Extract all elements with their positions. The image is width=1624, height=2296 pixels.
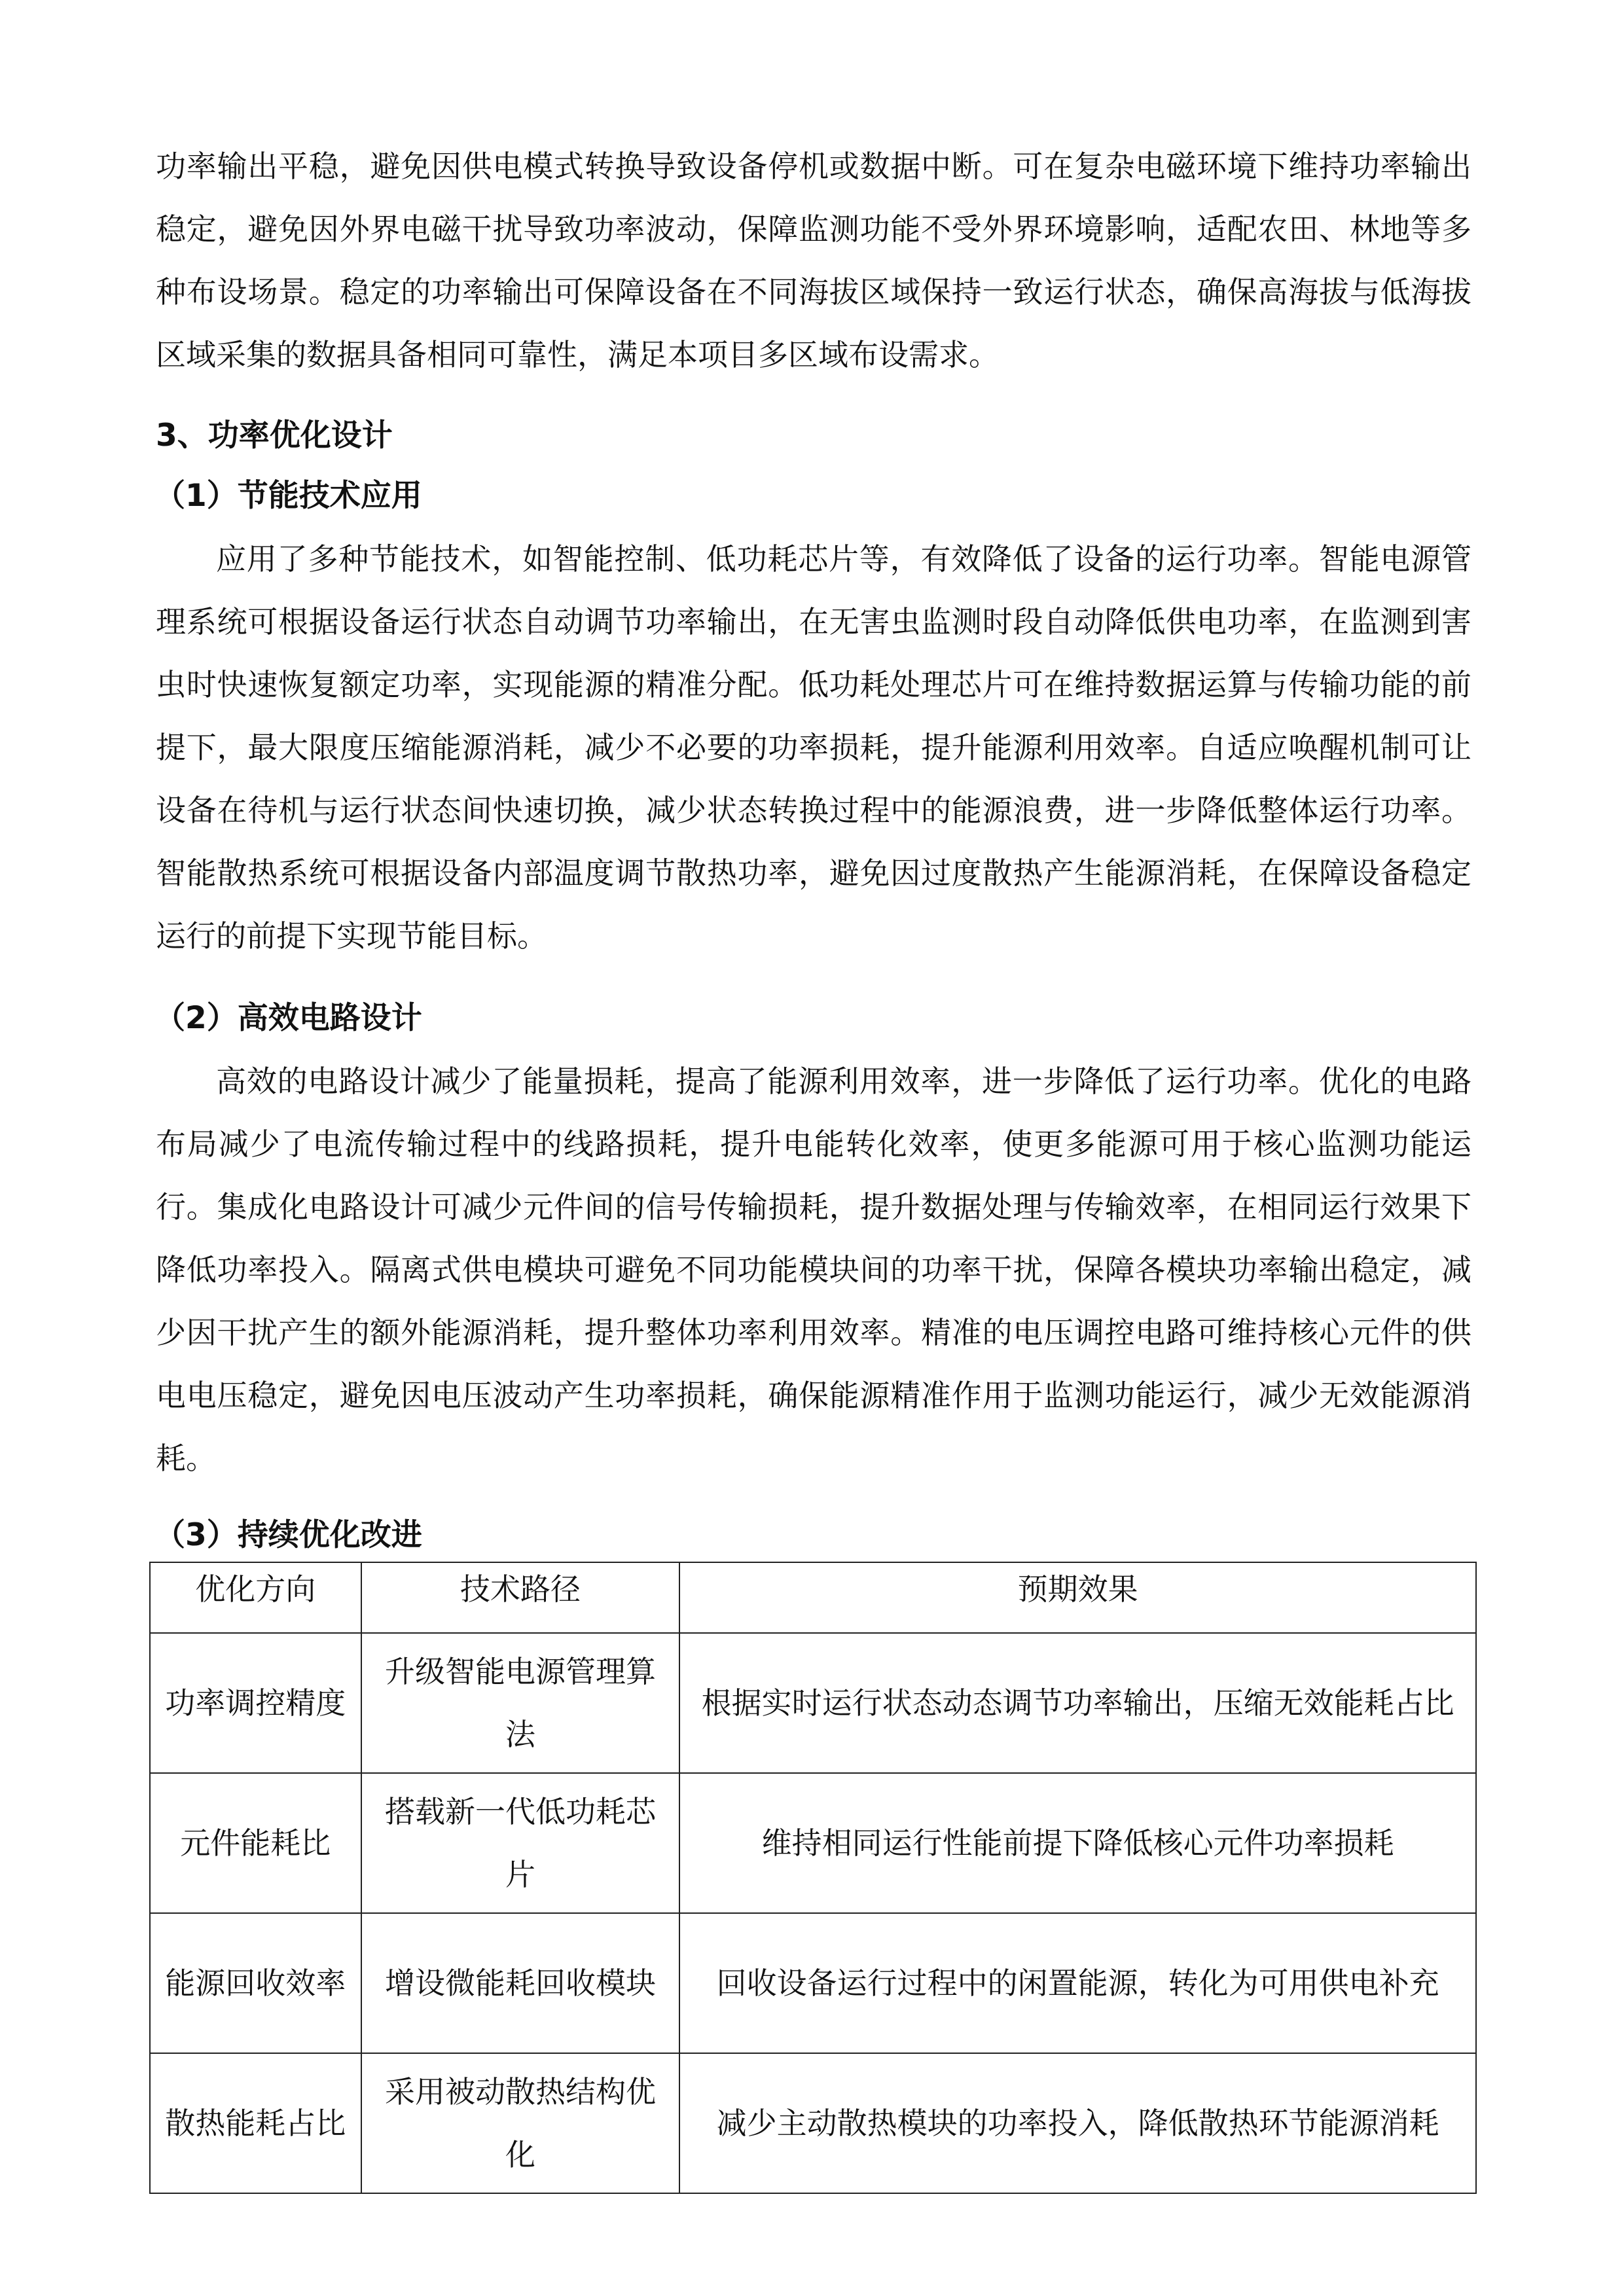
subsection-1-heading: （1）节能技术应用	[154, 478, 422, 514]
table-row	[150, 1913, 1476, 2053]
subsection-2-heading: （2）高效电路设计	[154, 1000, 422, 1036]
table-cell: 根据实时运行状态动态调节功率输出，压缩无效能耗占比	[679, 1633, 1476, 1773]
table-header-cell: 技术路径	[361, 1562, 680, 1633]
table-row	[150, 1773, 1476, 1913]
table-cell: 元件能耗比	[150, 1773, 361, 1913]
table-cell: 采用被动散热结构优化	[361, 2053, 680, 2193]
table-header-cell: 优化方向	[150, 1562, 361, 1633]
table-row	[150, 1633, 1476, 1773]
subsection-2-body: 高效的电路设计减少了能量损耗，提高了能源利用效率，进一步降低了运行功率。优化的电路布局减少了电流传输过程中的线路损耗，提升电能转化效率，使更多能源可用于核心监测功能运行。集成化电路设计可减少元件间的信号传输损耗，提升数据处理与传输效率，在相同运行效果下降低功率投入。隔离式供电模块可避免不同功能模块间的功率干扰，保障各模块功率输出稳定，减少因干扰产生的额外能源消耗，提升整体功率利用效率。精准的电压调控电路可维持核心元件的供电电压稳定，避免因电压波动产生功率损耗，确保能源精准作用于监测功能运行，减少无效能源消耗。	[156, 1064, 1471, 1476]
table-cell: 维持相同运行性能前提下降低核心元件功率损耗	[679, 1773, 1476, 1913]
table-cell: 升级智能电源管理算法	[361, 1633, 680, 1773]
section-3-heading: 3、功率优化设计	[156, 418, 393, 454]
optimization-table	[149, 1562, 1477, 2194]
table-cell: 功率调控精度	[150, 1633, 361, 1773]
table-cell: 增设微能耗回收模块	[361, 1913, 680, 2053]
table-cell: 减少主动散热模块的功率投入，降低散热环节能源消耗	[679, 2053, 1476, 2193]
table-cell: 搭载新一代低功耗芯片	[361, 1773, 680, 1913]
table-cell: 回收设备运行过程中的闲置能源，转化为可用供电补充	[679, 1913, 1476, 2053]
table-row	[150, 2053, 1476, 2193]
subsection-1-body: 应用了多种节能技术，如智能控制、低功耗芯片等，有效降低了设备的运行功率。智能电源管理系统可根据设备运行状态自动调节功率输出，在无害虫监测时段自动降低供电功率，在监测到害虫时快速恢复额定功率，实现能源的精准分配。低功耗处理芯片可在维持数据运算与传输功能的前提下，最大限度压缩能源消耗，减少不必要的功率损耗，提升能源利用效率。自适应唤醒机制可让设备在待机与运行状态间快速切换，减少状态转换过程中的能源浪费，进一步降低整体运行功率。智能散热系统可根据设备内部温度调节散热功率，避免因过度散热产生能源消耗，在保障设备稳定运行的前提下实现节能目标。	[156, 541, 1471, 954]
table-cell: 能源回收效率	[150, 1913, 361, 2053]
table-cell: 散热能耗占比	[150, 2053, 361, 2193]
table-header-row	[150, 1562, 1476, 1633]
table-header-cell: 预期效果	[679, 1562, 1476, 1633]
intro-paragraph: 功率输出平稳，避免因供电模式转换导致设备停机或数据中断。可在复杂电磁环境下维持功率输出稳定，避免因外界电磁干扰导致功率波动，保障监测功能不受外界环境影响，适配农田、林地等多种布设场景。稳定的功率输出可保障设备在不同海拔区域保持一致运行状态，确保高海拔与低海拔区域采集的数据具备相同可靠性，满足本项目多区域布设需求。	[156, 149, 1471, 372]
subsection-3-heading: （3）持续优化改进	[154, 1517, 422, 1553]
